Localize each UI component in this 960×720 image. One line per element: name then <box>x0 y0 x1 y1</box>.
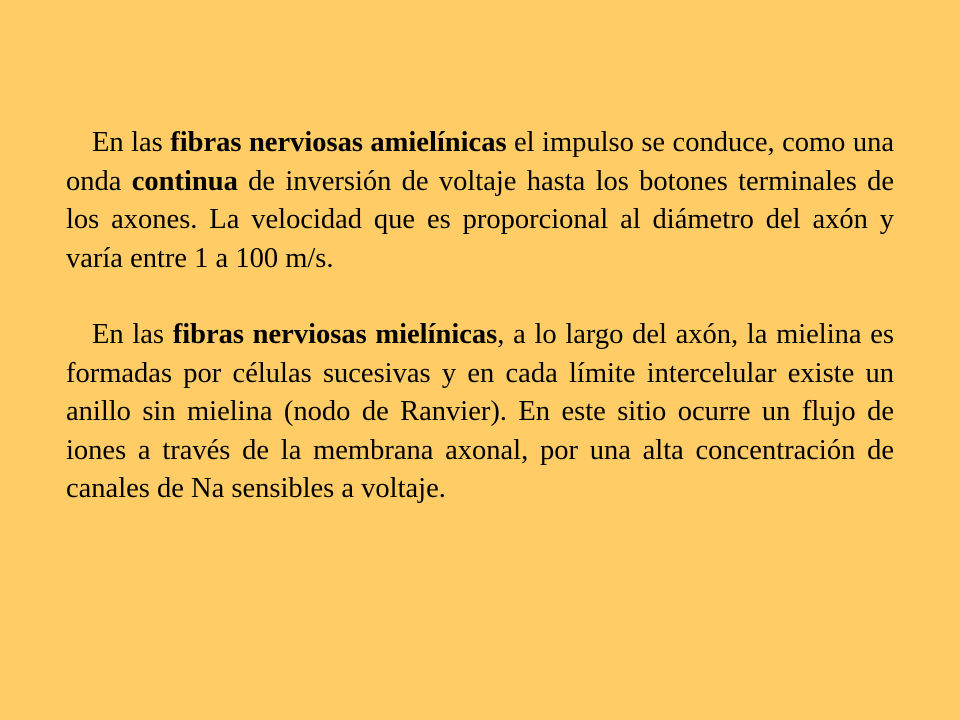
paragraph-text: En las <box>92 319 173 350</box>
bold-term-myelinated-fibers: fibras nerviosas mielínicas <box>172 319 498 350</box>
paragraph-myelinated-fibers <box>66 316 894 509</box>
paragraph-amyelinated-fibers <box>66 124 894 278</box>
paragraph-text: , a lo largo del axón, la mielina es formadas por células sucesivas y en cada límite intercelular existe un anillo sin mielina (nodo de Ranvier). En este sitio ocurre un flujo de iones a través de la membrana axonal, por una alta concentración de canales de Na sensibles a voltaje. <box>66 319 894 504</box>
bold-term-continuous: continua <box>131 165 238 197</box>
paragraph-text: de inversión de voltaje hasta los botones terminales de los axones. La velocidad que es proporcional al diámetro del axón y varía entre 1 a 100 m/s. <box>66 165 894 274</box>
slide-text-block <box>66 124 894 509</box>
paragraph-text: En las <box>92 127 171 158</box>
bold-term-amyelinated-fibers: fibras nerviosas amielínicas <box>170 127 507 158</box>
paragraph-text: el impulso se conduce, como una onda <box>66 127 894 197</box>
